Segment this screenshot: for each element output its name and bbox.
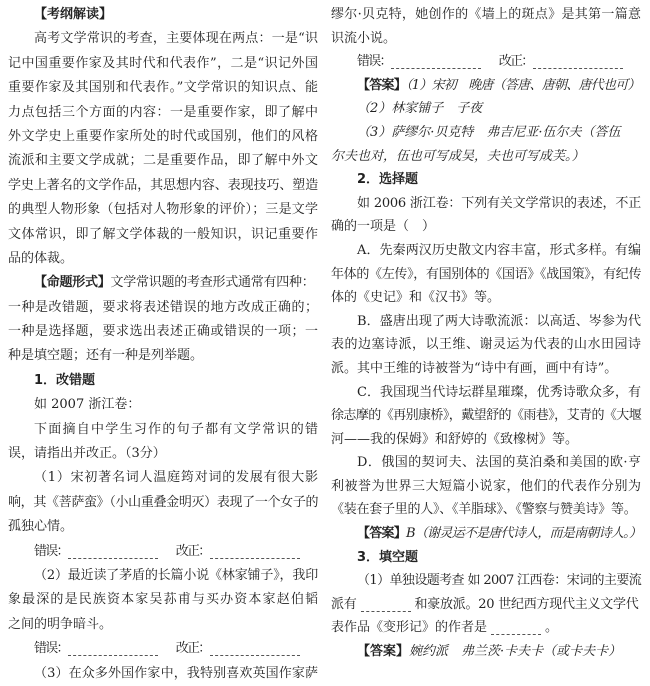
- subheading-choice: 2．选择题: [357, 172, 419, 188]
- answer-line: 尔夫也对，伍也可写成吴，夫也可写成芙。）: [331, 148, 585, 164]
- option-a: 年体的《左传》，有国别体的《国语》《战国策》，有纪传: [331, 266, 641, 282]
- fill-blank[interactable]: [491, 620, 541, 635]
- paragraph-line: 文体常识，即了解文学体裁的一般知识，识记重要作: [8, 226, 318, 242]
- question-text: 和豪放派。20 世纪西方现代主义文学代: [414, 596, 639, 612]
- question-line: （1）宋初著名词人温庭筠对词的发展有很大影: [34, 470, 318, 486]
- answer-label: 【答案】: [357, 77, 407, 93]
- correction-blank[interactable]: [533, 54, 623, 69]
- paragraph-text: 文学常识题的考查形式通常有四种：: [110, 275, 315, 291]
- answer-line: （3）萨缪尔·贝克特 弗吉尼亚·伍尔夫（答伍: [357, 124, 621, 140]
- answer-label: 【答案】: [357, 644, 410, 660]
- paragraph-line: 学史上著名的文学作品，其思想内容、表现技巧、塑造: [8, 177, 318, 193]
- correction-blank[interactable]: [210, 544, 300, 559]
- answer-blanks: [8, 637, 318, 661]
- paragraph-line: 高考文学常识的考查，主要体现在两点：一是“识: [34, 31, 318, 47]
- answer-line: [331, 522, 641, 546]
- subheading-fill-in: 3．填空题: [357, 549, 419, 565]
- option-b: B．盛唐出现了两大诗歌流派：以高适、岑参为代: [357, 313, 641, 329]
- question-line: 象最深的是民族资本家吴荪甫与买办资本家赵伯韬: [8, 592, 318, 608]
- fill-blank[interactable]: [361, 597, 411, 612]
- paragraph-line: 流派和主要文学成就；二是重要作品，即了解中外文: [8, 153, 318, 169]
- error-blank[interactable]: [68, 641, 158, 656]
- paragraph-line: 重要作家及其国别和代表作。”文学常识的知识点、能: [8, 80, 318, 96]
- correction-label: 改正：: [175, 641, 210, 657]
- paragraph-line: 力点包括三个方面的内容：一是重要作家，即了解中: [8, 104, 318, 120]
- question-line: [331, 616, 641, 640]
- correction-label: 改正：: [175, 543, 210, 559]
- question-line: 确的一项是（ ）: [331, 219, 436, 235]
- correction-label: 改正：: [498, 54, 533, 70]
- error-blank[interactable]: [68, 544, 158, 559]
- option-a: 体的《史记》和《汉书》等。: [331, 290, 501, 306]
- error-label: 错误：: [34, 543, 68, 559]
- answer-text: 婉约派 弗兰茨·卡夫卡（或卡夫卡）: [409, 644, 622, 660]
- question-text: 表作品《变形记》的作者是: [331, 620, 488, 636]
- question-line: （1）单独设题考查 如 2007 江西卷：宋词的主要流: [357, 573, 641, 589]
- paragraph-line: 种是填空题；还有一种是列举题。: [8, 348, 204, 364]
- paragraph-line: 记中国重要作家及其时代和代表作”，二是“识记外国: [8, 55, 318, 71]
- error-blank[interactable]: [391, 54, 481, 69]
- answer-line: [331, 640, 641, 664]
- paragraph-line: 一种是选择题，要求选出表述正确或错误的一项；一: [8, 324, 318, 340]
- question-line: 缪尔·贝克特，她创作的《墙上的斑点》是其第一篇意: [331, 7, 641, 22]
- answer-blanks: [8, 540, 318, 564]
- answer-text: （1）宋初 晚唐（答唐、唐朝、唐代也可）: [406, 77, 640, 93]
- question-line: 如 2006 浙江卷：下列有关文学常识的表述，不正: [357, 195, 641, 211]
- option-d: D．俄国的契诃夫、法国的莫泊桑和美国的欧·亨: [357, 455, 641, 471]
- answer-blanks: [331, 50, 641, 74]
- error-label: 错误：: [34, 641, 68, 657]
- paragraph-line: 一种是改错题，要求将表述错误的地方改成正确的；: [8, 299, 318, 315]
- question-text: 。: [545, 620, 559, 636]
- error-label: 错误：: [357, 54, 391, 70]
- question-line: 识流小说。: [331, 30, 397, 46]
- subheading-correction: 1．改错题: [34, 372, 96, 388]
- question-text: 派有: [331, 596, 357, 612]
- question-line: （2）最近读了茅盾的长篇小说《林家铺子》，我印: [34, 567, 318, 583]
- option-c: C．我国现当代诗坛群星璀璨，优秀诗歌众多，有: [357, 384, 641, 400]
- question-line: 误，请指出并改正。（3分）: [8, 446, 166, 462]
- correction-blank[interactable]: [210, 641, 300, 656]
- option-d: 《装在套子里的人》、《羊脂球》、《警察与赞美诗》等。: [331, 502, 637, 518]
- option-a: A．先秦两汉历史散文内容丰富，形式多样。有编: [357, 242, 641, 258]
- source-line: 如 2007 浙江卷：: [34, 397, 141, 413]
- answer-text: B（谢灵运不是唐代诗人，而是南朝诗人。）: [406, 526, 642, 542]
- question-line: （3）在众多外国作家中，我特别喜欢英国作家萨: [34, 665, 318, 681]
- question-line: [331, 593, 641, 617]
- section-heading-form: 【命题形式】: [34, 275, 111, 291]
- paragraph-line: 品的体裁。: [8, 250, 74, 266]
- answer-line: [331, 74, 641, 98]
- left-column: [8, 3, 318, 686]
- question-line: 响，其《菩萨蛮》（小山重叠金明灭）表现了一个女子的: [8, 494, 318, 510]
- option-c: 河——我的保姆》和舒婷的《致橡树》等。: [331, 431, 579, 447]
- paragraph-line: 外文学史上重要作家所处的时代或国别，他们的风格: [8, 128, 318, 144]
- option-b: 表的边塞诗派，以王维、谢灵运为代表的山水田园诗: [331, 337, 641, 353]
- answer-label: 【答案】: [357, 526, 407, 542]
- answer-line: （2）林家铺子 子夜: [357, 101, 483, 117]
- option-b: 派。其中王维的诗被誉为“诗中有画，画中有诗”。: [331, 360, 618, 376]
- section-heading-syllabus: 【考纲解读】: [34, 7, 113, 22]
- question-form-line: [8, 271, 318, 295]
- question-line: 孤独心情。: [8, 519, 74, 535]
- right-column: [331, 3, 641, 664]
- option-d: 利被誉为世界三大短篇小说家，他们的代表作分别为: [331, 478, 641, 494]
- question-line: 之间的明争暗斗。: [8, 616, 113, 632]
- paragraph-line: 的典型人物形象（包括对人物形象的评价）；三是文学: [8, 202, 318, 218]
- question-line: 下面摘自中学生习作的句子都有文学常识的错: [34, 421, 318, 437]
- option-c: 徐志摩的《再别康桥》，戴望舒的《雨巷》，艾青的《大堰: [331, 408, 641, 424]
